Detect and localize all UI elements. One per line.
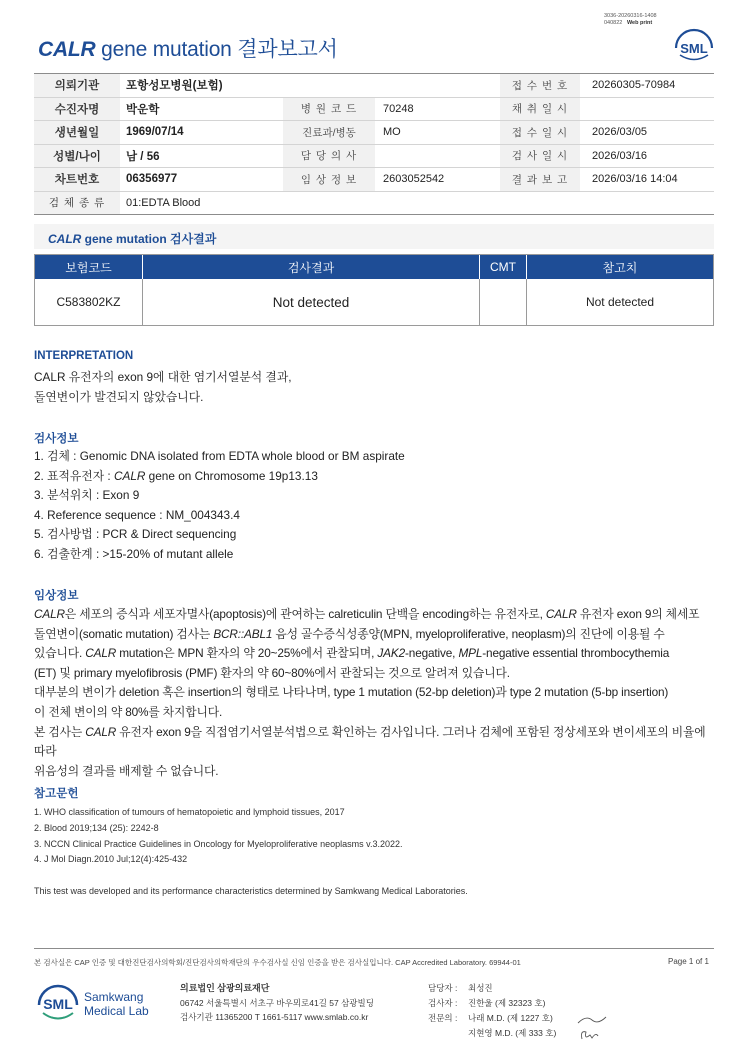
list-item: 1. WHO classification of tumours of hematopoietic and lymphoid tissues, 2017 <box>34 807 345 817</box>
references-title: 참고문헌 <box>34 788 79 800</box>
interpretation-title: INTERPRETATION <box>34 350 134 362</box>
dept-value: MO <box>383 126 401 139</box>
cmt-cell <box>480 279 527 325</box>
receipt-date-label: 접 수 일 시 <box>500 121 580 144</box>
list-item: 4. Reference sequence : NM_004343.4 <box>34 507 240 522</box>
sex-age-value: 남 / 56 <box>126 150 160 163</box>
references-list <box>34 805 403 868</box>
birth-label: 생년월일 <box>34 121 120 144</box>
sex-age-label: 성별/나이 <box>34 145 120 168</box>
report-id-code: 3036-20260316-1408 040822 Web print <box>604 13 657 26</box>
list-item: 전문의 : 나래 M.D. (제 1227 호) <box>428 1013 553 1023</box>
info-row <box>34 192 714 216</box>
svg-text:Medical Lab: Medical Lab <box>84 1004 149 1018</box>
info-row <box>34 168 714 192</box>
receipt-date-value: 2026/03/05 <box>592 126 648 139</box>
col-header-code: 보험코드 <box>35 255 143 279</box>
test-date-label: 검 사 일 시 <box>500 145 580 168</box>
dept-label: 진료과/병동 <box>283 121 375 144</box>
sml-logo-icon <box>672 26 716 64</box>
clinical-info-label: 임 상 정 보 <box>283 168 375 191</box>
interpretation-text: CALR 유전자의 exon 9에 대한 염기서열분석 결과, 돌연변이가 발견되지 않았습니다. <box>34 370 292 404</box>
patient-info-table <box>34 73 714 215</box>
test-info-list <box>34 447 405 565</box>
report-date-label: 결 과 보 고 <box>500 168 580 191</box>
receipt-no-label: 접 수 번 호 <box>500 74 580 97</box>
insurance-code-cell: C583802KZ <box>35 279 143 325</box>
clinical-info-title: 임상정보 <box>34 590 79 602</box>
chart-no-value: 06356977 <box>126 173 178 186</box>
collection-date-label: 채 취 일 시 <box>500 98 580 121</box>
organization-info: 의료법인 삼광의료재단 06742 서울특별시 서초구 바우뫼로41길 57 삼광빌딩 검사기관 11365200 T 1661-5117 www.smlab.co.kr <box>180 983 374 1022</box>
doctor-label: 담 당 의 사 <box>283 145 375 168</box>
hospital-code-label: 병 원 코 드 <box>283 98 375 121</box>
info-row <box>34 145 714 169</box>
signature-icon <box>574 1026 610 1042</box>
list-item: 6. 검출한계 : >15-20% of mutant allele <box>34 546 234 561</box>
chart-no-label: 차트번호 <box>34 168 120 191</box>
table-row <box>35 279 713 325</box>
requesting-org-value: 포항성모병원(보험) <box>126 80 223 93</box>
info-row <box>34 98 714 122</box>
result-section-title: CALR gene mutation 검사결과 <box>34 224 714 249</box>
samkwang-logo-icon <box>36 981 156 1025</box>
col-header-reference: 참고치 <box>602 260 638 275</box>
list-item: 담당자 : 최성진 <box>428 983 493 993</box>
result-table-header <box>35 255 713 279</box>
col-header-result: 검사결과 <box>143 255 480 279</box>
disclaimer-text: This test was developed and its performance characteristics determined by Samkwang Medical Laboratories. <box>34 886 468 896</box>
info-row <box>34 121 714 145</box>
info-row <box>34 74 714 98</box>
page-number: Page 1 of 1 <box>668 957 709 966</box>
result-table <box>34 254 714 326</box>
list-item: 4. J Mol Diagn.2010 Jul;12(4):425-432 <box>34 854 188 865</box>
test-date-value: 2026/03/16 <box>592 149 648 162</box>
list-item: 5. 검사방법 : PCR & Direct sequencing <box>34 527 237 542</box>
svg-text:SML: SML <box>43 996 73 1012</box>
requesting-org-label: 의뢰기관 <box>34 74 120 97</box>
list-item: 1. 검체 : Genomic DNA isolated from EDTA whole blood or BM aspirate <box>34 449 405 463</box>
report-title: CALR gene mutation 결과보고서 <box>38 38 338 61</box>
col-header-cmt: CMT <box>480 255 527 279</box>
result-cell: Not detected <box>143 279 480 325</box>
specimen-label: 검 체 종 류 <box>34 192 120 215</box>
list-item: 지현영 M.D. (제 333 호) <box>468 1028 557 1038</box>
clinical-info-text: CALR은 세포의 증식과 세포자멸사(apoptosis)에 관여하는 calreticulin 단백을 encoding하는 유전자로, CALR 유전자 exon 9의 체세포 돌연변이(somatic mutation) 검사는 BCR::ABL1 음성 골수증식성종양(MPN, myeloproliferative, neoplasm)의 진단에 이용될 수 있습니다. CALR mutation은 MPN 환자의 약 20~25%에서 관찰되며, JAK2-negative, MPL-negative essential thrombocythemia (ET) 및 primary myelofibrosis (PMF) 환자의 약 60~80%에서 관찰되는 것으로 알려져 있습니다. 대부분의 변이가 deletion 혹은 insertion의 형태로 나타나며, type 1 mutation (52-bp deletion)과 type 2 mutation (5-bp insertion) 이 전체 변이의 약 80%를 차지합니다. 본 검사는 CALR 유전자 exon 9을 직접염기서열분석법으로 확인하는 검사입니다. 그러나 검체에 포함된 정상세포와 변이세포의 비율에 따라 위음성의 결과를 배제할 수 없습니다. <box>34 607 706 778</box>
test-info-title: 검사정보 <box>34 433 79 445</box>
list-item: 2. Blood 2019;134 (25): 2242-8 <box>34 822 159 833</box>
signature-icon <box>574 1011 610 1027</box>
footer-divider <box>34 948 714 949</box>
svg-text:SML: SML <box>680 41 708 56</box>
hospital-code-value: 70248 <box>383 102 414 115</box>
staff-list <box>428 981 556 1041</box>
cap-accreditation-note: 본 검사실은 CAP 인증 및 대한진단검사의학회/진단검사의학재단의 우수검사실 신임 인증을 받은 검사실입니다. CAP Accredited Laboratory. 69944-01 <box>34 958 521 967</box>
receipt-no-value: 20260305-70984 <box>592 79 676 92</box>
patient-name-label: 수진자명 <box>34 98 120 121</box>
list-item: 3. NCCN Clinical Practice Guidelines in Oncology for Myeloproliferative neoplasms v.3.2022. <box>34 838 403 849</box>
reference-cell: Not detected <box>585 295 655 309</box>
svg-text:Samkwang: Samkwang <box>84 990 144 1004</box>
patient-name-value: 박운학 <box>126 103 160 116</box>
specimen-value: 01:EDTA Blood <box>126 196 201 209</box>
clinical-info-value: 2603052542 <box>383 173 445 186</box>
list-item: 3. 분석위치 : Exon 9 <box>34 488 140 503</box>
list-item: 검사자 : 진한울 (제 32323 호) <box>428 998 546 1008</box>
report-date-value: 2026/03/16 14:04 <box>592 173 678 186</box>
birth-value: 1969/07/14 <box>126 126 184 139</box>
list-item: 2. 표적유전자 : CALR gene on Chromosome 19p13.13 <box>34 468 318 483</box>
